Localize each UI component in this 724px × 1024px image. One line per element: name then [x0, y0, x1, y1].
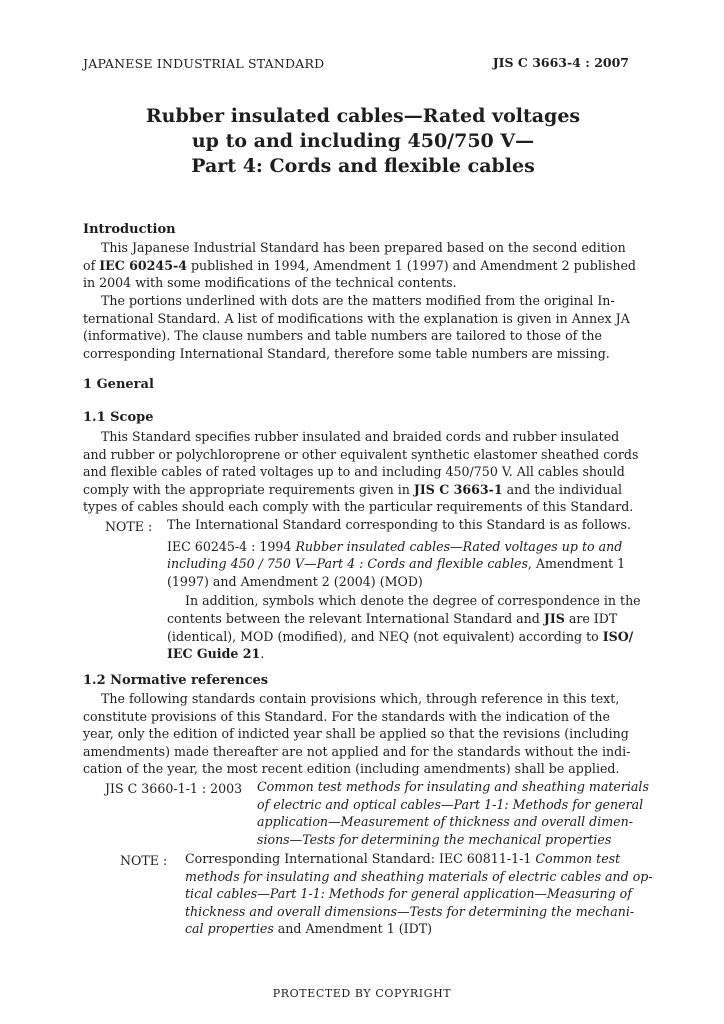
copyright-footer: PROTECTED BY COPYRIGHT [272, 987, 452, 1000]
note-corresponding-standard: Corresponding International Standard: IEC 60811-1-1 Common test methods for insulating and sheathing materials of electric cables and op- tical cables—Part 1-1: Methods for general application—Measuring of thickness and overall dimensions—Tests for determining the mechani- cal properties and Amendment 1 (IDT) [185, 851, 653, 937]
introduction-paragraph-1: This Japanese Industrial Standard has been prepared based on the second edition of IEC 60245-4 published in 1994, Amendment 1 (1997) and Amendment 2 published in 2004 with some modifications of the technical contents. [83, 240, 636, 291]
title-line-2: up to and including 450/750 V— [191, 130, 535, 152]
normative-references-heading: 1.2 Normative references [83, 673, 269, 688]
scope-heading: 1.1 Scope [83, 410, 154, 425]
title-line-3: Part 4: Cords and flexible cables [191, 155, 535, 177]
section-1-heading: 1 General [83, 377, 154, 392]
reference-code: JIS C 3660-1-1 : 2003 [105, 781, 243, 796]
document-title [83, 104, 643, 179]
introduction-paragraph-2: The portions underlined with dots are the matters modified from the original In- ternational Standard. A list of modifications with the explanation is given in Annex JA (informative). The clause numbers and table numbers are tailored to those of the corresponding International Standard, therefore some table numbers are missing. [83, 293, 630, 361]
introduction-heading: Introduction [83, 222, 176, 237]
note-label: NOTE : [105, 519, 153, 534]
note-2-label: NOTE : [120, 853, 168, 868]
note-international-standard: The International Standard corresponding to this Standard is as follows. IEC 60245-4 : 1994 Rubber insulated cables—Rated voltages up to and including 450 / 750 V—Part 4 : Cords and flexible cables, Amendment 1 (1997) and Amendment 2 (2004) (MOD) In addition, symbols which denote the degree of correspondence in the contents between the relevant International Standard and JIS are IDT (identical), MOD (modified), and NEQ (not equivalent) according to ISO/ IEC Guide 21. [167, 517, 641, 662]
title-line-1: Rubber insulated cables—Rated voltages [145, 105, 581, 127]
reference-title: Common test methods for insulating and sheathing materials of electric and optical cables—Part 1-1: Methods for general application—Measurement of thickness and overall dimen- sions—Tests for determining the mechanical properties [257, 779, 649, 847]
scope-paragraph: This Standard specifies rubber insulated and braided cords and rubber insulated and rubber or polychloroprene or other equivalent synthetic elastomer sheathed cords and flexible cables of rated voltages up to and including 450/750 V. All cables should comply with the appropriate requirements given in JIS C 3663-1 and the individual types of cables should each comply with the particular requirements of this Standard. [83, 429, 639, 515]
header-standard-number: JIS C 3663-4 : 2007 [492, 55, 629, 70]
header-standard-name: JAPANESE INDUSTRIAL STANDARD [83, 56, 325, 71]
normative-references-paragraph: The following standards contain provisions which, through reference in this text, constitute provisions of this Standard. For the standards with the indication of the year, only the edition of indicted year shall be applied so that the revisions (including amendments) made thereafter are not applied and for the standards without the indi- cation of the year, the most recent edition (including amendments) shall be applied. [83, 691, 631, 777]
